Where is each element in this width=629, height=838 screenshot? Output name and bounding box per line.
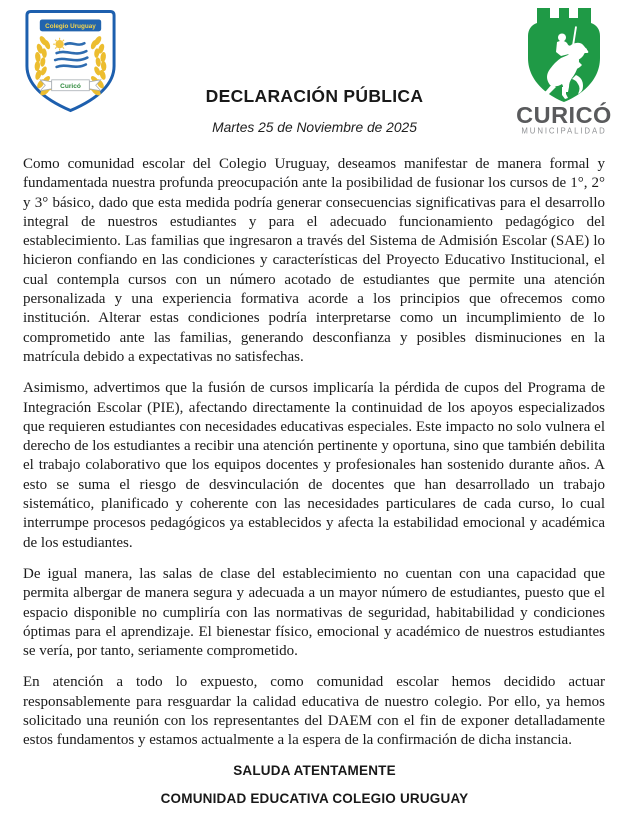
- signature-line: COMUNIDAD EDUCATIVA COLEGIO URUGUAY: [160, 790, 469, 806]
- municipality-label-text: MUNICIPALIDAD: [521, 126, 607, 136]
- salute-line: SALUDA ATENTAMENTE: [233, 762, 396, 778]
- crest-name-text: Colegio Uruguay: [45, 22, 96, 30]
- paragraph-1: Como comunidad escolar del Colegio Uruguay, deseamos manifestar de manera formal y fundamentada nuestra profunda preocupación ante la posibilidad de fusionar los cursos de 1°, 2° y 3° básico, dado que esta medida podría generar consecuencias significativas para el desarrollo integral de nuestros estudiantes y para el adecuado funcionamiento pedagógico del establecimiento. Las familias que ingresaron a través del Sistema de Admisión Escolar (SAE) lo hicieron confiando en las condiciones y características del Proyecto Educativo Institucional, el cual contempla cursos con un número acotado de estudiantes que permite una atención personalizada y una experiencia formativa acorde a los principios que ofrecemos como institución. Alterar estas condiciones podría interpretarse como un incumplimiento de lo comprometido ante las familias, generando desconfianza y posibles disminuciones en la matrícula debido a expectativas no satisfechas.: [23, 156, 605, 365]
- municipality-city-text: CURICÓ: [516, 102, 612, 128]
- document-title: DECLARACIÓN PÚBLICA: [205, 86, 424, 106]
- document-footer: [0, 763, 629, 806]
- ribbon-text: Curicó: [60, 83, 81, 91]
- document-date: Martes 25 de Noviembre de 2025: [212, 120, 417, 135]
- document-header: [0, 0, 629, 152]
- document-body: [23, 155, 605, 751]
- paragraph-2: Asimismo, advertimos que la fusión de cursos implicaría la pérdida de cupos del Programa de Integración Escolar (PIE), afectando directamente la continuidad de los apoyos especializados que requieren estudiantes con necesidades educativas especiales. Este impacto no solo vulnera el derecho de los estudiantes a recibir una atención pertinente y oportuna, sino que también debilita el trabajo colaborativo que los equipos docentes y profesionales han sostenido durante años. A esto se suma el riesgo de desvinculación de docentes que han desarrollado un trabajo sistemático, planificado y coherente con las necesidades particulares de cada curso, lo cual interrumpe procesos pedagógicos ya establecidos y afecta la estabilidad emocional y académica de los estudiantes.: [23, 380, 605, 551]
- paragraph-4: En atención a todo lo expuesto, como comunidad escolar hemos decidido actuar responsablemente para resguardar la calidad educativa de nuestro colegio. Por ello, ya hemos solicitado una reunión con los representantes del DAEM con el fin de exponer detalladamente estos fundamentos y estamos actualmente a la espera de la confirmación de dicha instancia.: [23, 674, 605, 749]
- paragraph-3: De igual manera, las salas de clase del establecimiento no cuentan con una capacidad que permita albergar de manera segura y adecuada a un mayor número de estudiantes, puesto que el espacio disponible no cumpliría con las normativas de seguridad, habitabilidad y condiciones óptimas para el aprendizaje. El bienestar físico, emocional y académico de nuestros estudiantes se vería, por tanto, seriamente comprometido.: [23, 565, 605, 660]
- curico-municipality-logo: [506, 5, 622, 137]
